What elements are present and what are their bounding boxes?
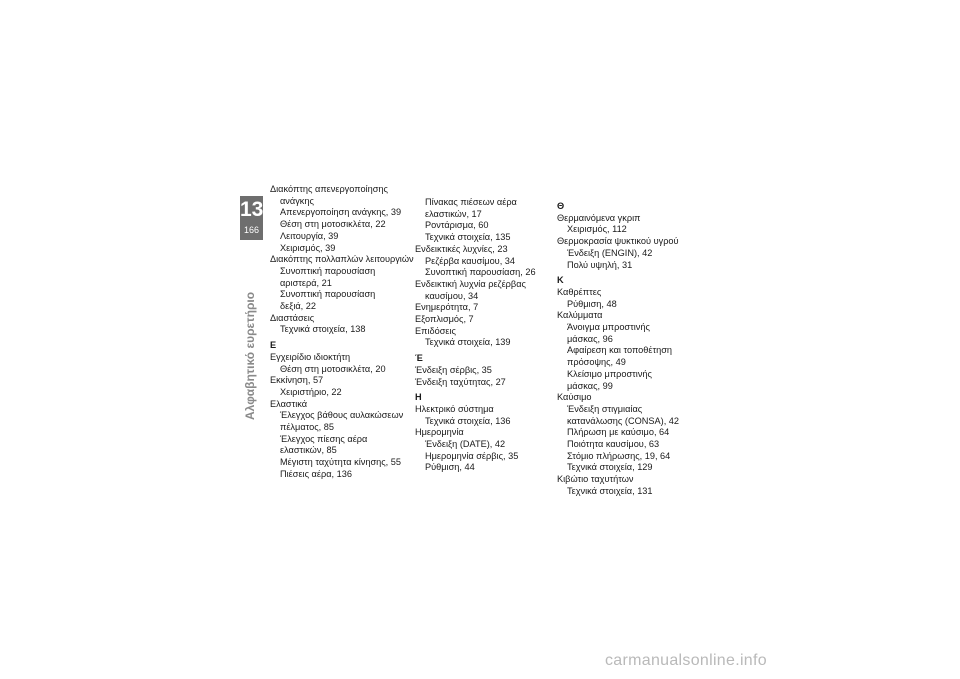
index-subentry: Απενεργοποίηση ανάγκης, 39	[280, 207, 402, 218]
index-letter-heading: Ε	[270, 340, 277, 351]
index-subentry: αριστερά, 21	[280, 277, 332, 288]
index-subentry: καυσίμου, 34	[425, 290, 479, 301]
chapter-tab	[240, 196, 263, 240]
index-subentry: Πιέσεις αέρα, 136	[280, 468, 352, 479]
index-entry: Διακόπτης πολλαπλών λειτουργιών	[270, 254, 414, 265]
index-subentry: Έλεγχος πίεσης αέρα	[280, 433, 368, 444]
index-subentry: Συνοπτική παρουσίαση	[280, 289, 376, 300]
index-subentry: Θέση στη μοτοσικλέτα, 22	[280, 219, 386, 230]
index-subentry: πέλματος, 85	[280, 422, 334, 433]
index-subentry: Ποιότητα καυσίμου, 63	[567, 439, 660, 450]
chapter-number: 13	[240, 198, 264, 221]
index-subentry: Αφαίρεση και τοποθέτηση	[567, 345, 673, 356]
index-entry: Ένδειξη ταχύτητας, 27	[415, 376, 506, 387]
side-title	[243, 250, 257, 420]
index-entry: Θερμοκρασία ψυκτικού υγρού	[557, 236, 679, 247]
index-entry: Ηλεκτρικό σύστημα	[415, 403, 494, 414]
index-subentry: Τεχνικά στοιχεία, 136	[425, 415, 511, 426]
index-subentry: πρόσοψης, 49	[567, 357, 626, 368]
index-subentry: Πλήρωση με καύσιμο, 64	[567, 427, 670, 438]
index-entry: Εγχειρίδιο ιδιοκτήτη	[270, 351, 351, 362]
index-subentry: Στόμιο πλήρωσης, 19, 64	[567, 450, 671, 461]
index-entry: Ενδεικτική λυχνία ρεζέρβας	[415, 278, 526, 289]
index-subentry: δεξιά, 22	[280, 301, 317, 312]
index-subentry: Τεχνικά στοιχεία, 131	[567, 485, 653, 496]
index-subentry: Συνοπτική παρουσίαση	[280, 265, 376, 276]
index-entry: Διαστάσεις	[270, 312, 315, 323]
side-title-text: Αλφαβητικό ευρετήριο	[243, 291, 257, 420]
index-subentry: Χειρισμός, 112	[567, 224, 627, 235]
index-subentry: Κλείσιμο μπροστινής	[567, 368, 652, 379]
index-subentry: Ένδειξη (ENGIN), 42	[567, 247, 653, 258]
index-subentry: Συνοπτική παρουσίαση, 26	[425, 267, 536, 278]
index-entry: Θερμαινόμενα γκριπ	[557, 212, 641, 223]
index-subentry: ελαστικών, 85	[280, 445, 337, 456]
index-entry: Εξοπλισμός, 7	[415, 314, 474, 325]
index-subentry: κατανάλωσης (CONSA), 42	[567, 415, 680, 426]
index-subentry: Ένδειξη στιγμιαίας	[567, 403, 643, 414]
index-subentry: Τεχνικά στοιχεία, 129	[567, 462, 653, 473]
index-subentry: Χειρισμός, 39	[280, 242, 336, 253]
index-entry: Εκκίνηση, 57	[270, 375, 324, 386]
index-entry: Καύσιμο	[557, 392, 592, 403]
index-subentry: Ένδειξη (DATE), 42	[425, 439, 506, 450]
index-subentry: ελαστικών, 17	[425, 208, 482, 219]
index-subentry: Τεχνικά στοιχεία, 139	[425, 337, 511, 348]
index-column-2	[415, 197, 536, 474]
index-subentry: Ημερομηνία σέρβις, 35	[425, 450, 519, 461]
index-entry: Ενδεικτικές λυχνίες, 23	[415, 243, 508, 254]
index-subentry: Τεχνικά στοιχεία, 138	[280, 324, 366, 335]
index-subentry: Μέγιστη ταχύτητα κίνησης, 55	[280, 457, 401, 468]
page-number: 166	[243, 225, 260, 235]
index-subentry: ανάγκης	[280, 195, 314, 206]
index-subentry: Πολύ υψηλή, 31	[567, 259, 633, 270]
index-subentry: Λειτουργία, 39	[280, 230, 339, 241]
index-letter-heading: Έ	[415, 353, 423, 364]
index-entry: Ελαστικά	[270, 398, 308, 409]
index-subentry: Χειριστήριο, 22	[280, 386, 342, 397]
watermark: carmanualsonline.info	[605, 652, 767, 669]
index-letter-heading: Θ	[557, 201, 565, 211]
index-subentry: Πίνακας πιέσεων αέρα	[425, 197, 517, 207]
index-subentry: Τεχνικά στοιχεία, 135	[425, 232, 511, 243]
index-letter-heading: Κ	[557, 275, 564, 286]
index-subentry: Θέση στη μοτοσικλέτα, 20	[280, 363, 386, 374]
index-entry: Ημερομηνία	[415, 427, 464, 438]
index-subentry: Ρεζέρβα καυσίμου, 34	[425, 255, 516, 266]
index-subentry: Ρύθμιση, 44	[425, 462, 475, 473]
index-letter-heading: Η	[415, 392, 422, 403]
index-subentry: μάσκας, 99	[567, 380, 613, 391]
index-entry: Επιδόσεις	[415, 325, 456, 336]
index-entry: Κιβώτιο ταχυτήτων	[557, 474, 634, 485]
index-subentry: Έλεγχος βάθους αυλακώσεων	[280, 410, 404, 421]
index-entry: Καλύμματα	[557, 310, 603, 321]
index-entry: Καθρέπτες	[557, 286, 602, 297]
index-entry: Ενημερότητα, 7	[415, 302, 479, 313]
index-subentry: Ροντάρισμα, 60	[425, 220, 489, 231]
index-column-3	[557, 197, 679, 498]
index-subentry: μάσκας, 96	[567, 333, 613, 344]
index-entry: Ένδειξη σέρβις, 35	[415, 364, 492, 375]
index-entry: Διακόπτης απενεργοποίησης	[270, 184, 388, 194]
index-subentry: Ρύθμιση, 48	[567, 298, 617, 309]
index-subentry: Άνοιγμα μπροστινής	[567, 322, 650, 333]
index-column-1	[270, 184, 414, 481]
